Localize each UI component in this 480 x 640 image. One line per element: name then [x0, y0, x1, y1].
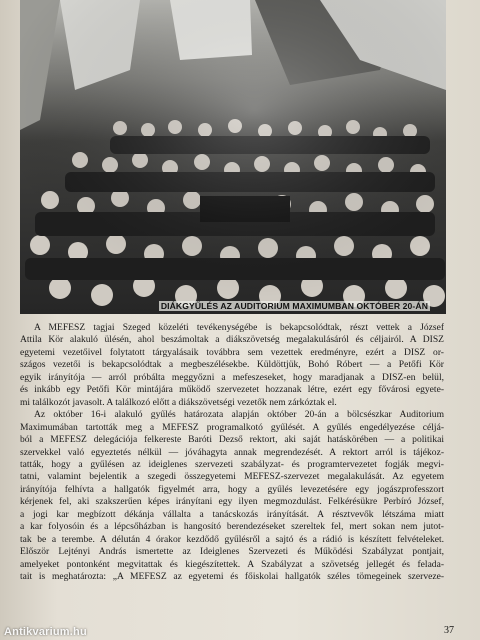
body-text — [20, 322, 444, 584]
text-line: egyik irányítója — arról próbálta meggyőzni a mefeszeseket, hogy maradjanak a DISZ-en belül, — [20, 371, 444, 383]
text-line: Attila Kör alakuló ülésén, ahol beszámoltak a diákszövetség megalakulásáról és céljairól. A DISZ — [20, 334, 444, 346]
text-line: a kar folyosóin és a lépcsőházban is hangosító berendezéseket szereltek fel, mert sokan nem jutot- — [20, 521, 444, 533]
historical-photo — [20, 0, 446, 314]
text-line: amelyeket pontonként megvitattak és kiegészítettek. A Szabályzat a szövetség jellegét és felada- — [20, 558, 444, 570]
text-line: szervekkel való egyeztetés nélkül — jóváhagyta annak megrendezését. A rektort arról is tájékoz- — [20, 446, 444, 458]
text-line: Maximumában tartották meg a MEFESZ programalkotó gyűlését. A gyűlés engedélyezése céljá- — [20, 421, 444, 433]
text-line: a jogi kar megbízott dékánja vállalta a tanácskozás irányítását. A résztvevők létszáma miatt — [20, 508, 444, 520]
text-line: mi találkozót javasolt. A találkozó előtt a diákszövetségi vezetők nem zárkóztak el. — [20, 396, 337, 408]
text-line: Az október 16-i alakuló gyűlés határozata alapján október 20-án a bölcsészkar Auditorium — [34, 409, 444, 421]
page-number: 37 — [444, 625, 454, 636]
photo-caption-text: DIÁKGYŰLÉS AZ AUDITORIUM MAXIMUMBAN OKTÓBER 20-ÁN — [160, 301, 428, 311]
text-line: tak be a terembe. A délután 4 órakor kezdődő gyűlésről a sajtó és a rádió is készített felvételeket. — [20, 533, 444, 545]
text-line: Először Lejtényi András ismertette az Ideiglenes Szervezeti és Működési Szabályzat pontjait, — [20, 546, 444, 558]
photo-caption — [20, 301, 446, 311]
text-line: tait is meghatározta: „A MEFESZ az egyetemi és főiskolai hallgatók széles tömegeinek szerveze- — [20, 571, 444, 583]
text-line: kérjenek fel, aki szakszerűen képes irányítani egy ilyen megmozdulást. Felkérésükre Perbíró József, — [20, 496, 444, 508]
text-line: irányítója felhívta a hallgatók figyelmét arra, hogy a gyűlés levezetésére egy jogászprofesszort — [20, 483, 444, 495]
photo-image — [20, 0, 446, 314]
watermark-logo: Antikvarium.hu — [4, 626, 87, 638]
text-line: tatták, hogy a gyűlésen az ideiglenes szervezeti szabályzat- és programtervezetet fogják megvi- — [20, 458, 444, 470]
text-line: egyetemi vezetőivel folytatott tárgyalásaik továbbra sem vezettek eredményre, ezért a DISZ or- — [20, 346, 444, 358]
text-line: szágos vezetői is bekapcsolódtak a megbeszélésekbe. Küldöttjük, Bohó Róbert — a Petőfi Kör — [20, 359, 444, 371]
text-line: és inkább egy Petőfi Kör mintájára működő szervezetet hozzanak létre, ezért egy fővárosi egyete- — [20, 384, 444, 396]
text-line: ból a MEFESZ delegációja felkereste Baróti Dezső rektort, aki saját hatáskörében — a politikai — [20, 434, 444, 446]
text-line: tatni, valamint bejelentik a szegedi összegyetemi MEFESZ-szervezet megalakulását. Az egyetem — [20, 471, 444, 483]
text-line: A MEFESZ tagjai Szeged közeléti tevékenységébe is bekapcsolódtak, részt vettek a József — [34, 322, 444, 333]
